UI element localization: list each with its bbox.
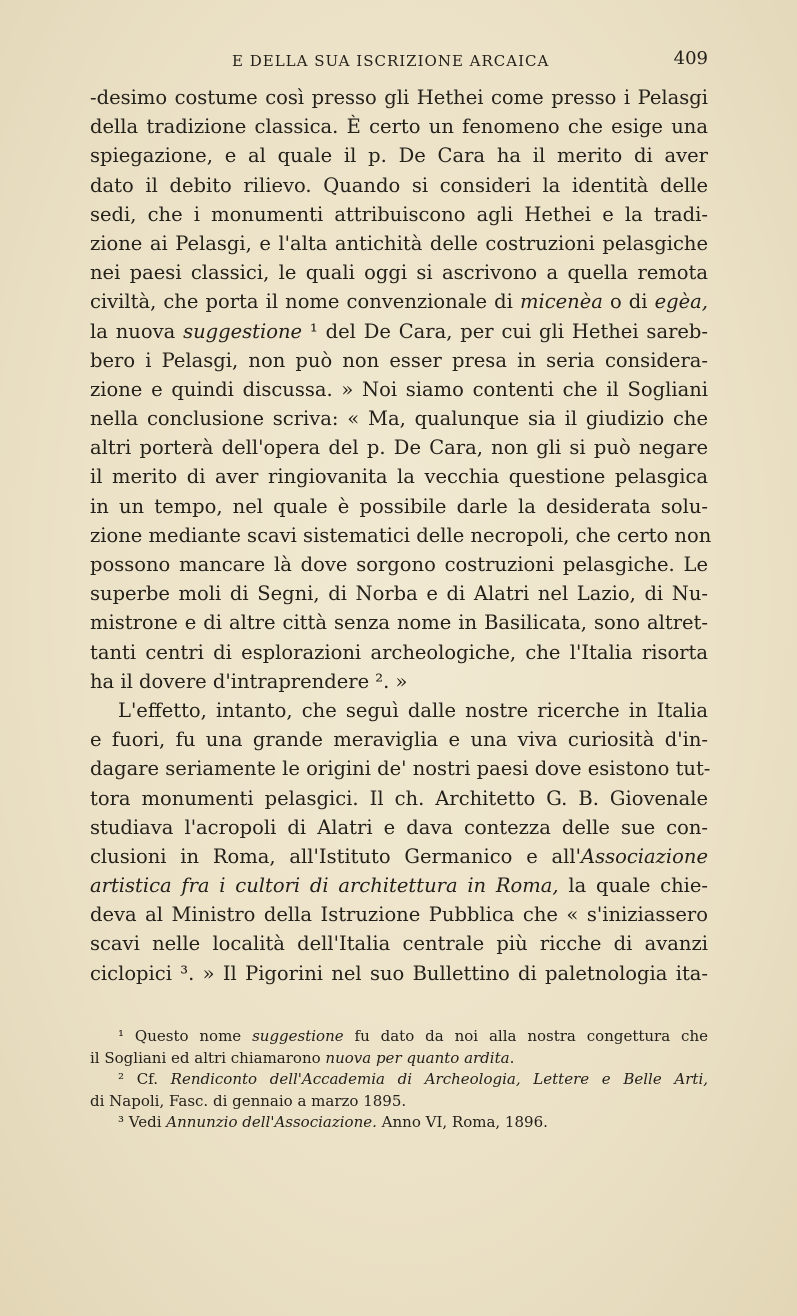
running-head xyxy=(90,48,708,74)
text-line: tanti centri di esplorazioni archeologiche, che l'Italia risorta xyxy=(90,640,708,664)
text-line: artistica fra i cultori di architettura in Roma, la quale chie- xyxy=(90,874,709,898)
text-line: ha il dovere d'intraprendere ². » xyxy=(90,669,408,693)
text-line: dagare seriamente le origini de' nostri paesi dove esistono tut- xyxy=(90,757,711,781)
footnote-2: ² Cf. Rendiconto dell'Accademia di Archeologia, Lettere e Belle Arti, xyxy=(118,1070,709,1088)
text-line: della tradizione classica. È certo un fenomeno che esige una xyxy=(90,115,708,139)
text-line: possono mancare là dove sorgono costruzioni pelasgiche. Le xyxy=(90,553,708,576)
body-text xyxy=(90,83,712,988)
text-line: dato il debito rilievo. Quando si consideri la identità delle xyxy=(90,173,708,197)
text-line: la nuova suggestione ¹ del De Cara, per cui gli Hethei sareb- xyxy=(90,319,708,343)
text-line: bero i Pelasgi, non può non esser presa in seria considera- xyxy=(90,348,708,372)
footnote-1: ¹ Questo nome suggestione fu dato da noi alla nostra congettura che xyxy=(118,1027,708,1045)
text-line: studiava l'acropoli di Alatri e dava contezza delle sue con- xyxy=(90,815,708,839)
text-line: -desimo costume così presso gli Hethei come presso i Pelasgi xyxy=(90,86,708,109)
text-line: zione e quindi discussa. » Noi siamo contenti che il Sogliani xyxy=(90,377,708,401)
page-number: 409 xyxy=(673,48,708,69)
text-line: il merito di aver ringiovanita la vecchia questione pelasgica xyxy=(90,465,708,489)
text-line: tora monumenti pelasgici. Il ch. Architetto G. B. Giovenale xyxy=(90,786,708,810)
text-line: clusioni in Roma, all'Istituto Germanico e all'Associazione xyxy=(90,844,708,868)
footnote-1-cont: il Sogliani ed altri chiamarono nuova per quanto ardita. xyxy=(90,1048,515,1067)
text-line: scavi nelle località dell'Italia centrale più ricche di avanzi xyxy=(90,932,708,956)
running-title: E DELLA SUA ISCRIZIONE ARCAICA xyxy=(232,52,550,70)
text-line: deva al Ministro della Istruzione Pubblica che « s'iniziassero xyxy=(90,903,708,927)
text-line: sedi, che i monumenti attribuiscono agli Hethei e la tradi- xyxy=(90,202,708,226)
text-line: e fuori, fu una grande meraviglia e una viva curiosità d'in- xyxy=(90,728,708,752)
text-line: zione ai Pelasgi, e l'alta antichità delle costruzioni pelasgiche xyxy=(90,231,708,255)
text-line: civiltà, che porta il nome convenzionale di micenèa o di egèa, xyxy=(90,290,708,314)
text-line: spiegazione, e al quale il p. De Cara ha il merito di aver xyxy=(90,144,708,168)
footnotes xyxy=(90,1026,708,1134)
text-line: superbe moli di Segni, di Norba e di Alatri nel Lazio, di Nu- xyxy=(90,582,708,606)
footnote-3: ³ Vedi Annunzio dell'Associazione. Anno VI, Roma, 1896. xyxy=(118,1113,548,1131)
text-line: altri porterà dell'opera del p. De Cara, non gli si può negare xyxy=(90,436,708,460)
text-line: in un tempo, nel quale è possibile darle la desiderata solu- xyxy=(90,494,708,518)
text-line: nei paesi classici, le quali oggi si ascrivono a quella remota xyxy=(90,261,708,285)
footnote-2-cont: di Napoli, Fasc. di gennaio a marzo 1895. xyxy=(90,1091,407,1110)
text-line: zione mediante scavi sistematici delle necropoli, che certo non xyxy=(90,523,712,547)
text-line: mistrone e di altre città senza nome in Basilicata, sono altret- xyxy=(90,611,708,635)
text-line: nella conclusione scriva: « Ma, qualunque sia il giudizio che xyxy=(90,407,708,431)
text-line: L'effetto, intanto, che seguì dalle nostre ricerche in Italia xyxy=(118,698,708,722)
text-line: ciclopici ³. » Il Pigorini nel suo Bullettino di paletnologia ita- xyxy=(90,961,708,985)
